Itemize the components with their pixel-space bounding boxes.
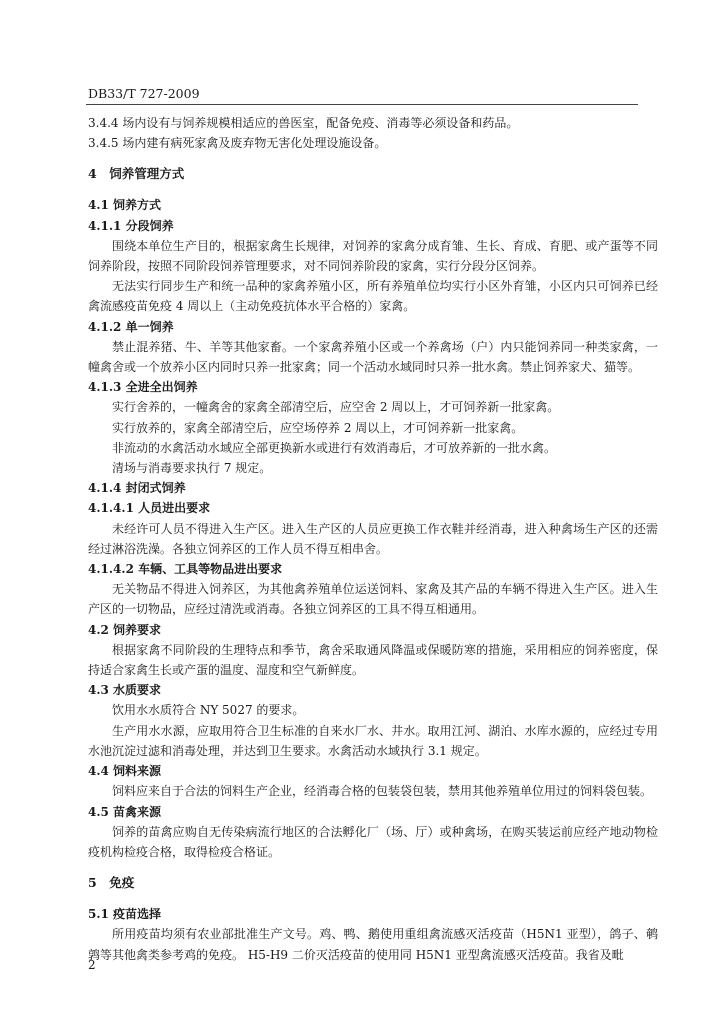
paragraph: 饮用水水质符合 NY 5027 的要求。 bbox=[112, 703, 305, 718]
section-heading: 4 饲养管理方式 bbox=[88, 166, 185, 182]
paragraph: 饲料应来自于合法的饲料生产企业，经消毒合格的包装袋包装，禁用其他养殖单位用过的饲料袋包装。 bbox=[112, 784, 653, 799]
paragraph: 饲养的苗禽应购自无传染病流行地区的合法孵化厂（场、厅）或种禽场，在购买装运前应经产地动物检疫机构检疫合格，取得检疫合格证。 bbox=[88, 824, 658, 859]
subsection-heading: 4.4 饲料来源 bbox=[88, 764, 162, 779]
subsection-heading: 4.5 苗禽来源 bbox=[88, 804, 162, 819]
paragraph: 所用疫苗均须有农业部批准生产文号。鸡、鸭、鹅使用重组禽流感灭活疫苗（H5N1 亚型），鸽子、鹌鹑等其他禽类参考鸡的免疫。 H5-H9 二价灭活疫苗的使用同 H5N1 亚型禽流感灭活疫苗。我省及毗 bbox=[88, 927, 658, 962]
subsection-heading: 4.1.3 全进全出饲养 bbox=[88, 380, 198, 395]
paragraph: 未经许可人员不得进入生产区。进入生产区的人员应更换工作衣鞋并经消毒，进入种禽场生产区的还需经过淋浴洗澡。各独立饲养区的工作人员不得互相串舍。 bbox=[88, 521, 658, 556]
paragraph: 生产用水水源，应取用符合卫生标准的自来水厂水、井水。取用江河、湖泊、水库水源的，应经过专用水池沉淀过滤和消毒处理，并达到卫生要求。水禽活动水域执行 3.1 规定。 bbox=[88, 723, 658, 758]
paragraph: 围绕本单位生产目的，根据家禽生长规律，对饲养的家禽分成育雏、生长、育成、育肥、或产蛋等不同饲养阶段，按照不同阶段饲养管理要求，对不同饲养阶段的家禽，实行分段分区饲养。 bbox=[88, 238, 658, 274]
clause-heading: 4.1.4.1 人员进出要求 bbox=[88, 501, 211, 516]
document-body bbox=[88, 113, 658, 965]
paragraph: 清场与消毒要求执行 7 规定。 bbox=[112, 461, 272, 476]
subsection-heading: 4.1.2 单一饲养 bbox=[88, 319, 174, 334]
subsection-heading: 5.1 疫苗选择 bbox=[88, 907, 162, 922]
page-number: 2 bbox=[88, 958, 96, 972]
paragraph: 根据家禽不同阶段的生理特点和季节，禽舍采取通风降温或保暖防寒的措施，采用相应的饲养密度，保持适合家禽生长或产蛋的温度、湿度和空气新鲜度。 bbox=[88, 642, 658, 678]
header-rule bbox=[86, 104, 638, 105]
paragraph: 非流动的水禽活动水域应全部更换新水或进行有效消毒后，才可放养新的一批水禽。 bbox=[112, 440, 557, 455]
clause-text: 3.4.4 场内设有与饲养规模相适应的兽医室，配备免疫、消毒等必须设备和药品。 bbox=[88, 116, 519, 130]
clause-text: 3.4.5 场内建有病死家禽及废弃物无害化处理设施设备。 bbox=[88, 136, 387, 151]
subsection-heading: 4.3 水质要求 bbox=[88, 683, 162, 698]
paragraph: 无关物品不得进入饲养区，为其他禽养殖单位运送饲料、家禽及其产品的车辆不得进入生产区。进入生产区的一切物品，应经过清洗或消毒。各独立饲养区的工具不得互相通用。 bbox=[88, 582, 658, 617]
subsection-heading: 4.1.4 封闭式饲养 bbox=[88, 481, 186, 496]
paragraph: 实行放养的，家禽全部清空后，应空场停养 2 周以上，才可饲养新一批家禽。 bbox=[112, 420, 524, 435]
subsection-heading: 4.1.1 分段饲养 bbox=[88, 218, 174, 233]
document-code: DB33/T 727-2009 bbox=[88, 86, 200, 101]
subsection-heading: 4.2 饲养要求 bbox=[88, 622, 162, 637]
subsection-heading: 4.1 饲养方式 bbox=[88, 198, 162, 213]
clause-heading: 4.1.4.2 车辆、工具等物品进出要求 bbox=[88, 562, 283, 577]
paragraph: 禁止混养猪、牛、羊等其他家畜。一个家禽养殖小区或一个养禽场（户）内只能饲养同一种类家禽，一幢禽舍或一个放养小区内同时只养一批家禽；同一个活动水域同时只养一批水禽。禁止饲养家犬、猫等。 bbox=[88, 339, 658, 375]
paragraph: 实行舍养的，一幢禽舍的家禽全部清空后，应空舍 2 周以上，才可饲养新一批家禽。 bbox=[112, 400, 560, 415]
section-heading: 5 免疫 bbox=[88, 875, 135, 891]
paragraph: 无法实行同步生产和统一品种的家禽养殖小区，所有养殖单位均实行小区外育雏，小区内只可饲养已经禽流感疫苗免疫 4 周以上（主动免疫抗体水平合格的）家禽。 bbox=[88, 279, 658, 314]
